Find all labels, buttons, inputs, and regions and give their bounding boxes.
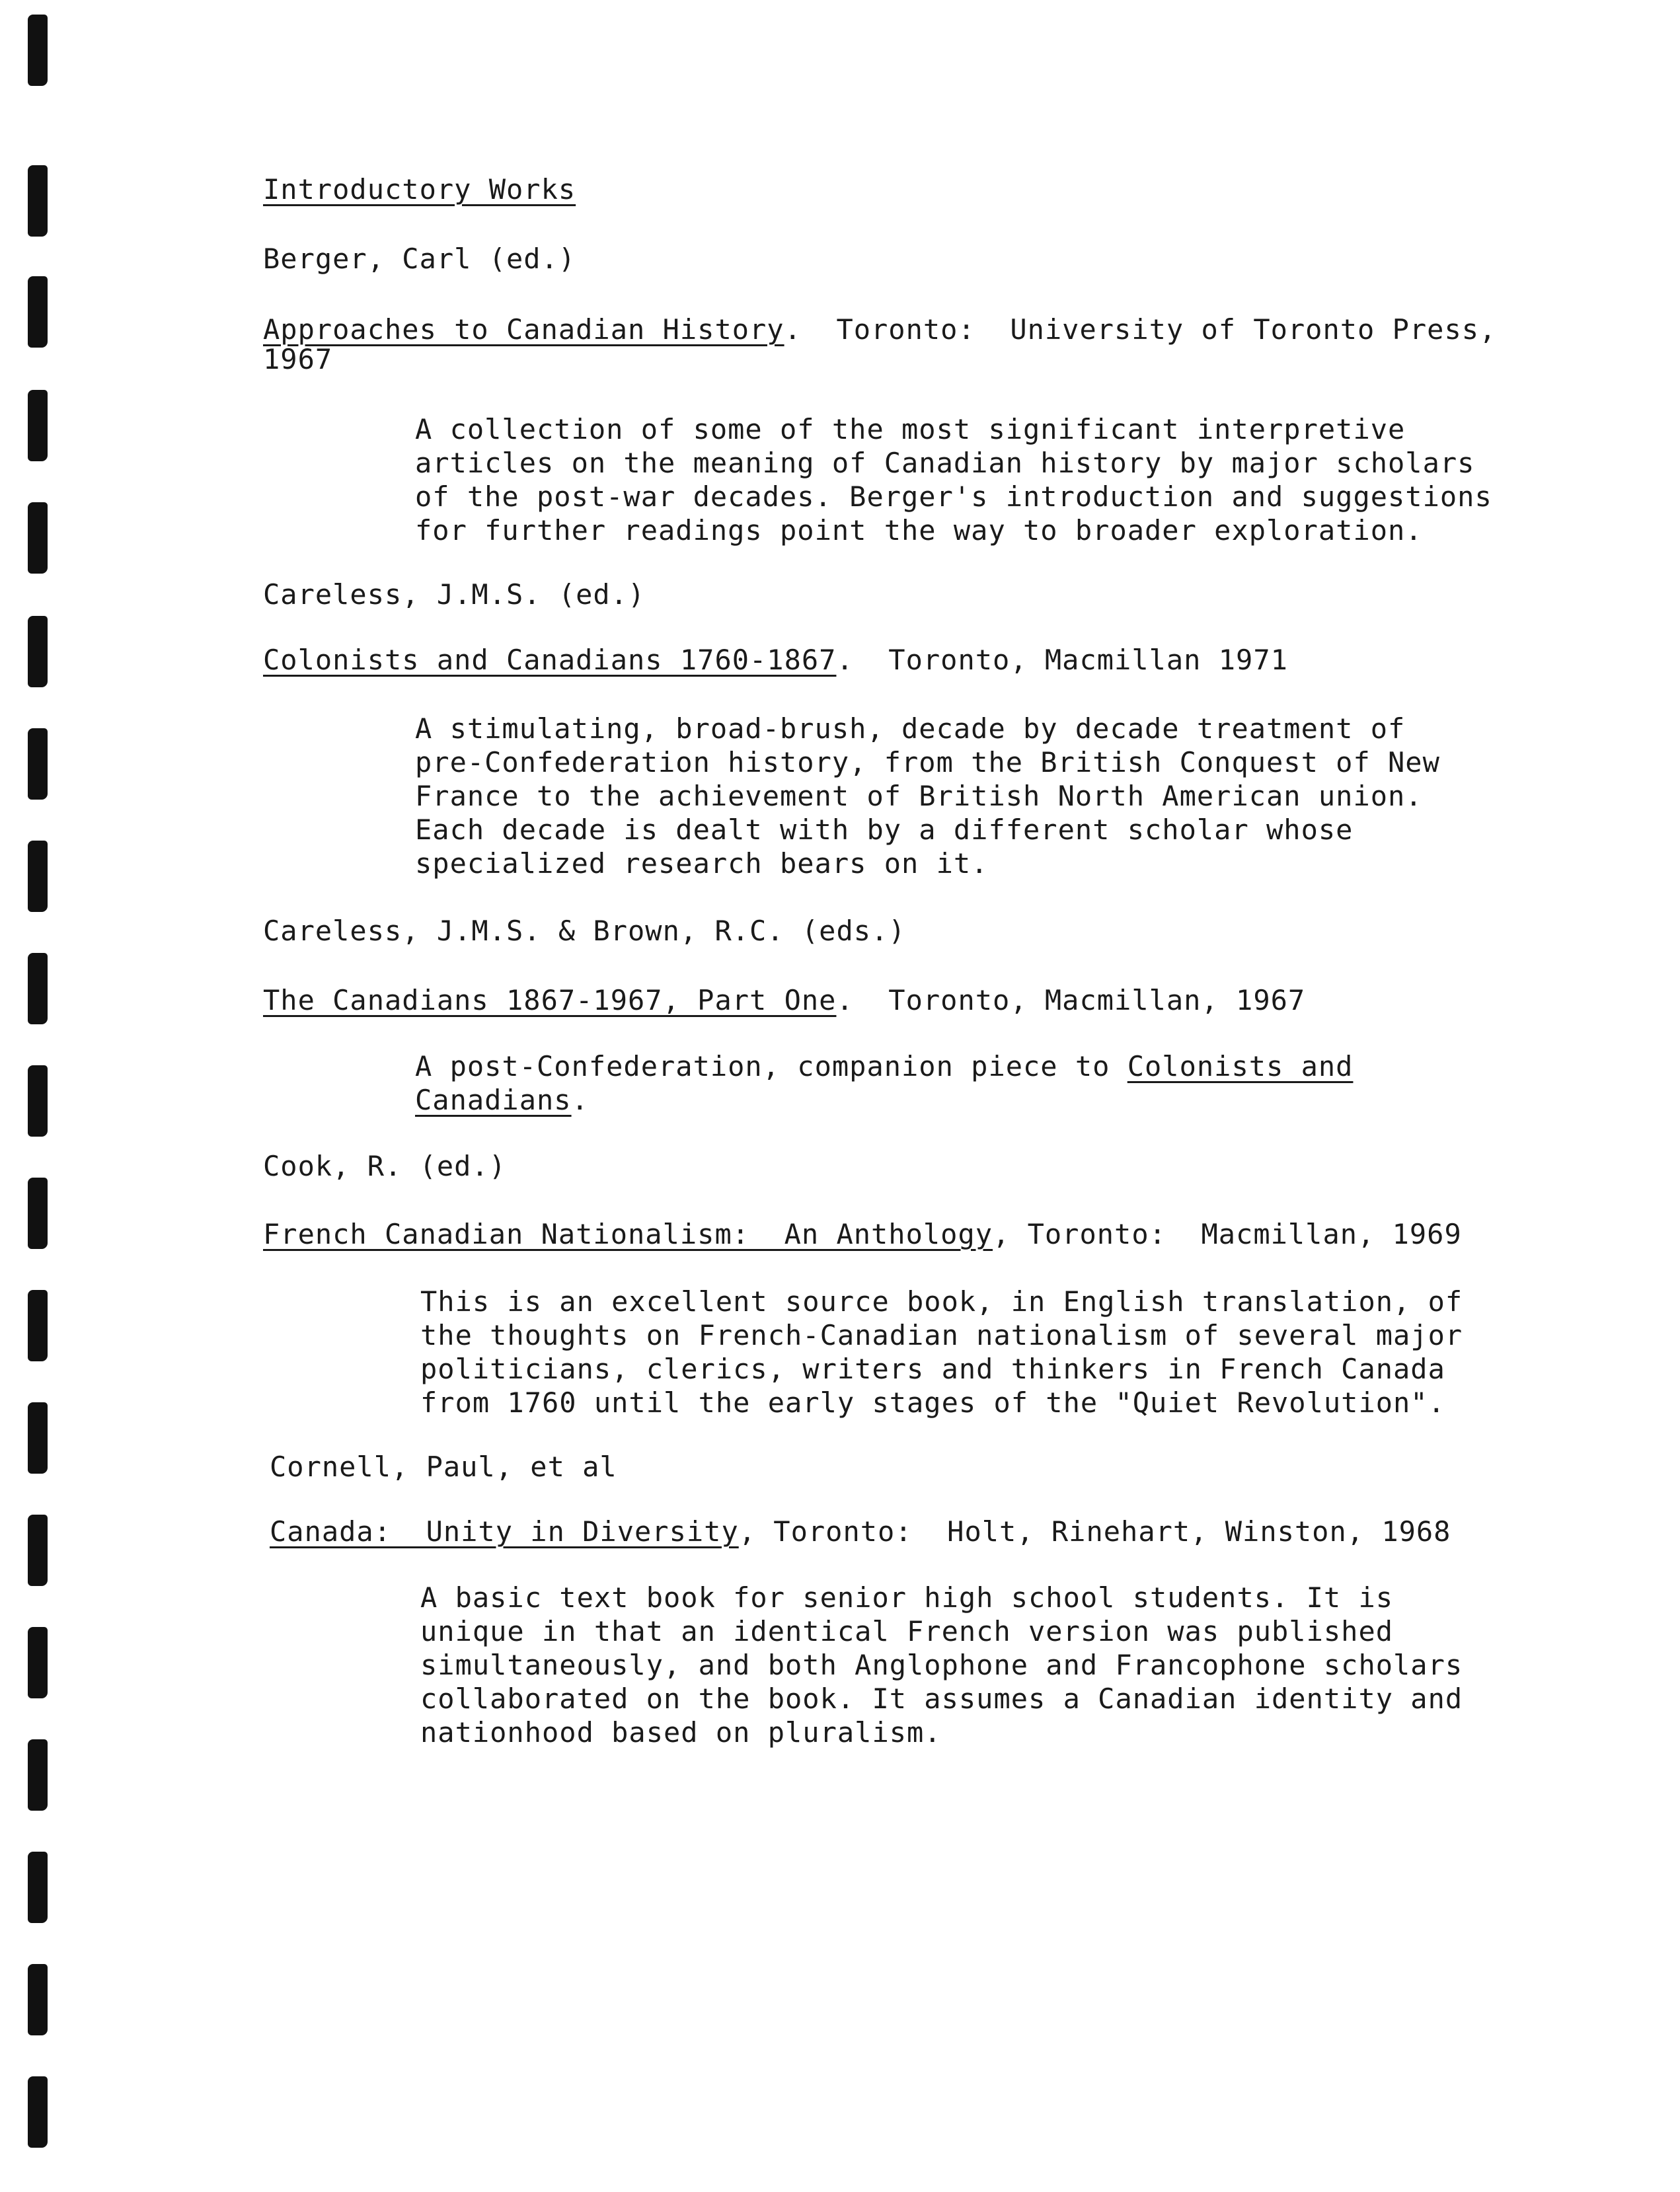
annotation-title-ref: Canadians [415,1084,572,1116]
entry-title: Approaches to Canadian History [263,313,784,346]
entry-publication: . Toronto, Macmillan, 1967 [836,984,1306,1016]
entry-title: French Canadian Nationalism: An Anthology [263,1218,993,1250]
entry-citation [270,1515,1451,1548]
entry-annotation-cont [415,1084,589,1117]
annotation-title-ref: Colonists and [1127,1050,1354,1082]
entry-publication: , Toronto: Macmillan, 1969 [993,1218,1462,1250]
section-heading: Introductory Works [263,173,576,206]
entry-annotation: A basic text book for senior high school students. It is unique in that an identical French version was published simultaneously, and both Anglophone and Francophone scholars collaborated on the book. It assumes a Canadian identity and nationhood based on pluralism. [420,1581,1463,1749]
entry-author: Careless, J.M.S. (ed.) [263,578,646,611]
entry-annotation: This is an excellent source book, in English translation, of the thoughts on French-Canadian nationalism of several major politicians, clerics, writers and thinkers in French Canada from 1760 until the early stages of the "Quiet Revolution". [420,1285,1463,1419]
entry-citation [263,644,1288,677]
entry-author: Berger, Carl (ed.) [263,243,576,275]
entry-annotation: A stimulating, broad-brush, decade by decade treatment of pre-Confederation history, from the British Conquest of New France to the achievement of British North American union. Each decade is dealt with by a different scholar whose specialized research bears on it. [415,712,1440,880]
annotation-text: A post-Confederation, companion piece to [415,1050,1127,1082]
entry-author: Cook, R. (ed.) [263,1150,507,1182]
entry-citation [263,313,1496,346]
entry-annotation [415,1050,1353,1083]
entry-publication: , Toronto: Holt, Rinehart, Winston, 1968 [738,1515,1451,1548]
entry-title: Colonists and Canadians 1760-1867 [263,644,837,676]
entry-annotation: A collection of some of the most significant interpretive articles on the meaning of Canadian history by major scholars of the post-war decades. Berger's introduction and suggestions for further readings point the way to broader exploration. [415,413,1492,547]
entry-author: Cornell, Paul, et al [270,1451,617,1483]
entry-citation [263,1218,1462,1251]
entry-citation [263,984,1305,1017]
entry-title: Canada: Unity in Diversity [270,1515,739,1548]
entry-title: The Canadians 1867-1967, Part One [263,984,837,1016]
annotation-text: . [571,1084,589,1116]
entry-publication: . Toronto: University of Toronto Press, [784,313,1497,346]
entry-author: Careless, J.M.S. & Brown, R.C. (eds.) [263,915,906,947]
entry-publication: . Toronto, Macmillan 1971 [836,644,1288,676]
entry-publication-cont: 1967 [263,343,333,375]
